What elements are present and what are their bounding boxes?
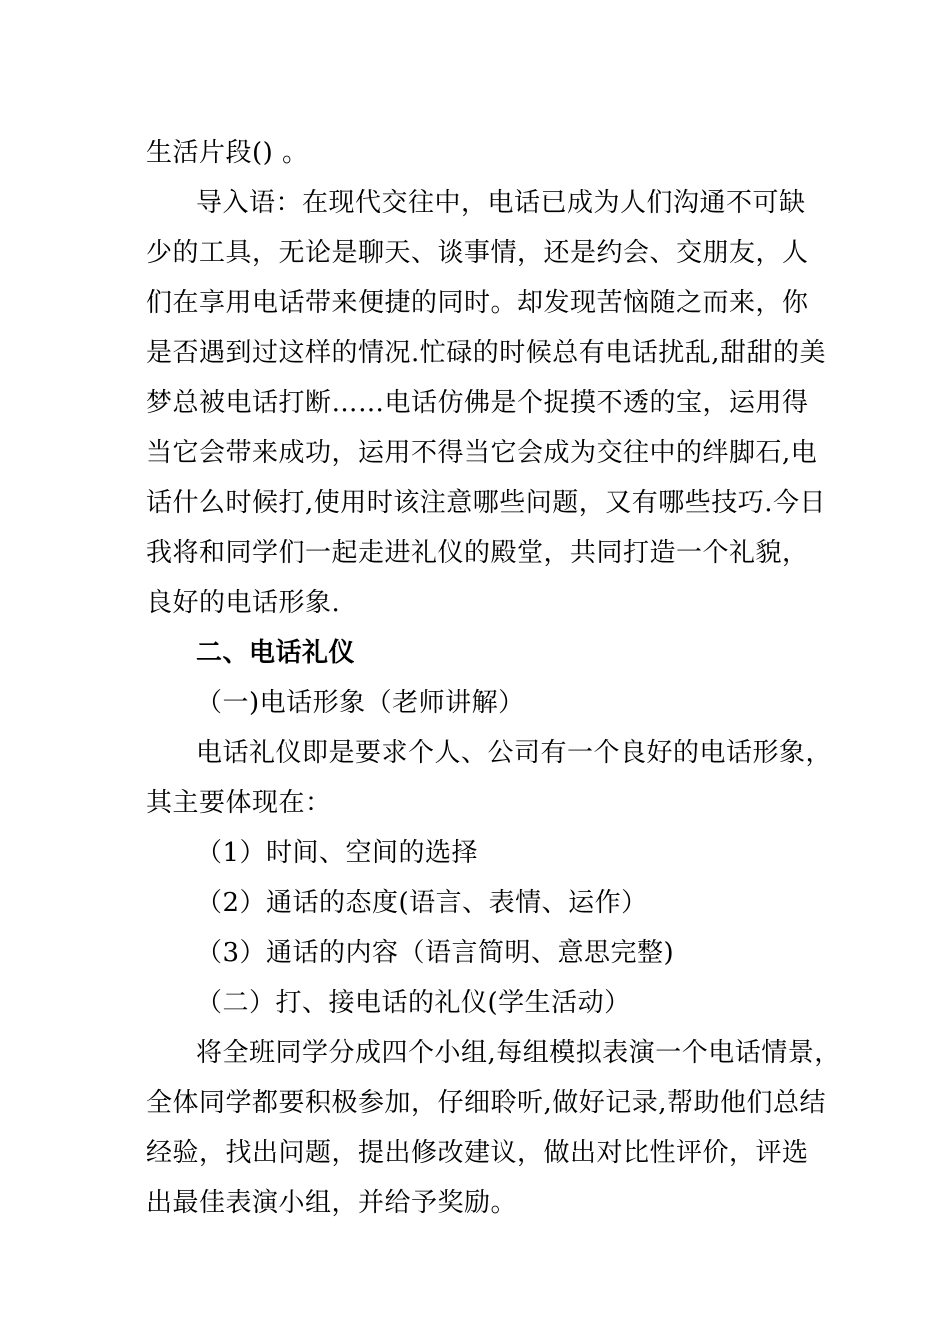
activity-paragraph-line-4: 出最佳表演小组，并给予奖励。 <box>146 1188 518 1218</box>
lead-in-line-4: 是否遇到过这样的情况.忙碌的时候总有电话扰乱,甜甜的美 <box>146 338 827 368</box>
subsection-heading-1: （一)电话形象（老师讲解） <box>196 688 525 718</box>
list-item-1: （1）时间、空间的选择 <box>196 838 479 868</box>
lead-in-line-5: 梦总被电话打断……电话仿佛是个捉摸不透的宝，运用得 <box>146 388 809 418</box>
activity-paragraph-line-1: 将全班同学分成四个小组,每组模拟表演一个电话情景， <box>196 1038 841 1068</box>
list-item-2: （2）通话的态度(语言、表情、运作） <box>196 888 648 918</box>
activity-paragraph-line-2: 全体同学都要积极参加，仔细聆听,做好记录,帮助他们总结 <box>146 1088 827 1118</box>
lead-in-line-6: 当它会带来成功，运用不得当它会成为交往中的绊脚石,电 <box>146 438 818 468</box>
image-paragraph-line-1: 电话礼仪即是要求个人、公司有一个良好的电话形象， <box>196 738 833 768</box>
lead-in-line-8: 我将和同学们一起走进礼仪的殿堂，共同打造一个礼貌， <box>146 538 809 568</box>
lead-in-line-3: 们在享用电话带来便捷的同时。却发现苦恼随之而来，你 <box>146 288 809 318</box>
list-item-3: （3）通话的内容（语言简明、意思完整) <box>196 938 675 968</box>
lead-in-line-9: 良好的电话形象. <box>146 588 341 618</box>
subsection-heading-2: （二）打、接电话的礼仪(学生活动） <box>196 988 631 1018</box>
lead-in-line-1: 导入语：在现代交往中，电话已成为人们沟通不可缺 <box>196 188 806 218</box>
intro-tail-line: 生活片段() 。 <box>146 138 309 168</box>
activity-paragraph-line-3: 经验，找出问题，提出修改建议，做出对比性评价，评选 <box>146 1138 809 1168</box>
section-heading: 二、电话礼仪 <box>196 638 356 668</box>
image-paragraph-line-2: 其主要体现在： <box>146 788 332 818</box>
lead-in-line-2: 少的工具，无论是聊天、谈事情，还是约会、交朋友，人 <box>146 238 809 268</box>
lead-in-line-7: 话什么时候打,使用时该注意哪些问题，又有哪些技巧.今日 <box>146 488 827 518</box>
